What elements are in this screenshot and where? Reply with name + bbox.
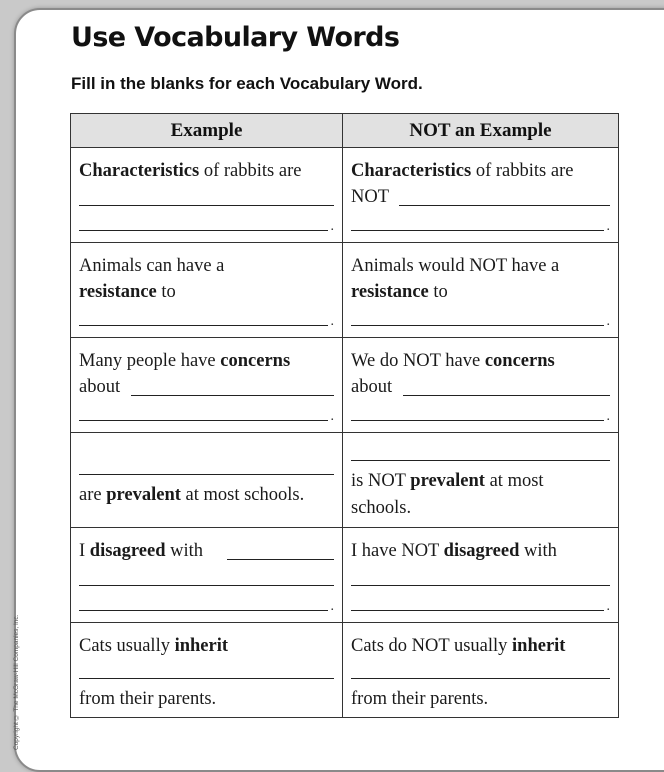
vocab-word: inherit [512,636,566,656]
sentence-continuation: resistance to [79,282,176,302]
non-example-cell [343,243,619,338]
vocab-word: disagreed [443,541,520,561]
answer-blank[interactable] [79,610,328,611]
example-cell [71,528,343,623]
non-example-cell [343,528,619,623]
sentence-start: Animals would NOT have a [351,256,560,276]
example-cell [71,148,343,243]
sentence-continuation: NOT [351,187,390,207]
answer-blank[interactable] [131,395,334,396]
sentence-end: from their parents. [351,689,489,709]
non-example-cell [343,338,619,433]
answer-blank[interactable] [351,610,604,611]
header-not-example: NOT an Example [343,114,619,148]
answer-blank[interactable] [79,420,328,421]
answer-blank[interactable] [351,230,604,231]
period: . [330,219,334,234]
vocab-word: resistance [351,282,429,302]
sentence-continuation: about [351,377,393,397]
sentence-start: I disagreed with [79,541,204,561]
copyright-notice: Copyright © The McGraw-Hill Companies, Inc. [13,614,20,750]
table-header-row [71,114,619,148]
answer-blank[interactable] [79,585,334,586]
vocab-word: resistance [79,282,157,302]
table-row [71,243,619,338]
vocab-word: Characteristics [79,161,200,181]
non-example-cell [343,148,619,243]
period: . [330,409,334,424]
answer-blank[interactable] [351,460,610,461]
vocab-word: disagreed [89,541,166,561]
answer-blank[interactable] [351,420,604,421]
answer-blank[interactable] [79,205,334,206]
table-row [71,148,619,243]
example-cell [71,243,343,338]
example-cell [71,338,343,433]
instructions: Fill in the blanks for each Vocabulary Word. [71,74,423,93]
sentence-continuation: schools. [351,498,412,518]
table-row [71,338,619,433]
period: . [606,219,610,234]
table-row [71,528,619,623]
answer-blank[interactable] [351,678,610,679]
header-example: Example [71,114,343,148]
answer-blank[interactable] [79,678,334,679]
vocab-word: prevalent [410,471,485,491]
period: . [330,599,334,614]
answer-blank[interactable] [351,585,610,586]
vocabulary-table [70,113,619,718]
answer-blank[interactable] [227,559,334,560]
vocab-word: inherit [174,636,229,656]
example-cell [71,433,343,528]
answer-blank[interactable] [399,205,610,206]
sentence-start: We do NOT have concerns [351,351,555,371]
period: . [330,314,334,329]
vocab-word: Characteristics [351,161,472,181]
answer-blank[interactable] [79,325,328,326]
answer-blank[interactable] [79,474,334,475]
sentence-end: are prevalent at most schools. [79,485,305,505]
vocab-word: concerns [484,351,555,371]
period: . [606,599,610,614]
sentence-continuation: about [79,377,121,397]
sentence-start: Many people have concerns [79,351,291,371]
answer-blank[interactable] [79,230,328,231]
sentence-end: is NOT prevalent at most [351,471,544,491]
sentence-start: Cats usually inherit [79,636,229,656]
non-example-cell [343,623,619,718]
page-title: Use Vocabulary Words [71,22,400,53]
vocab-word: concerns [220,351,291,371]
answer-blank[interactable] [351,325,604,326]
period: . [606,314,610,329]
sentence-start: Cats do NOT usually inherit [351,636,566,656]
period: . [606,409,610,424]
sentence-start: Animals can have a [79,256,225,276]
example-cell [71,623,343,718]
vocab-word: prevalent [106,485,181,505]
sentence-end: from their parents. [79,689,217,709]
sentence-start: Characteristics of rabbits are [351,161,574,181]
sentence-start: I have NOT disagreed with [351,541,557,561]
sentence-continuation: resistance to [351,282,448,302]
answer-blank[interactable] [403,395,610,396]
table-row [71,623,619,718]
non-example-cell [343,433,619,528]
table-row [71,433,619,528]
sentence-start: Characteristics of rabbits are [79,161,302,181]
